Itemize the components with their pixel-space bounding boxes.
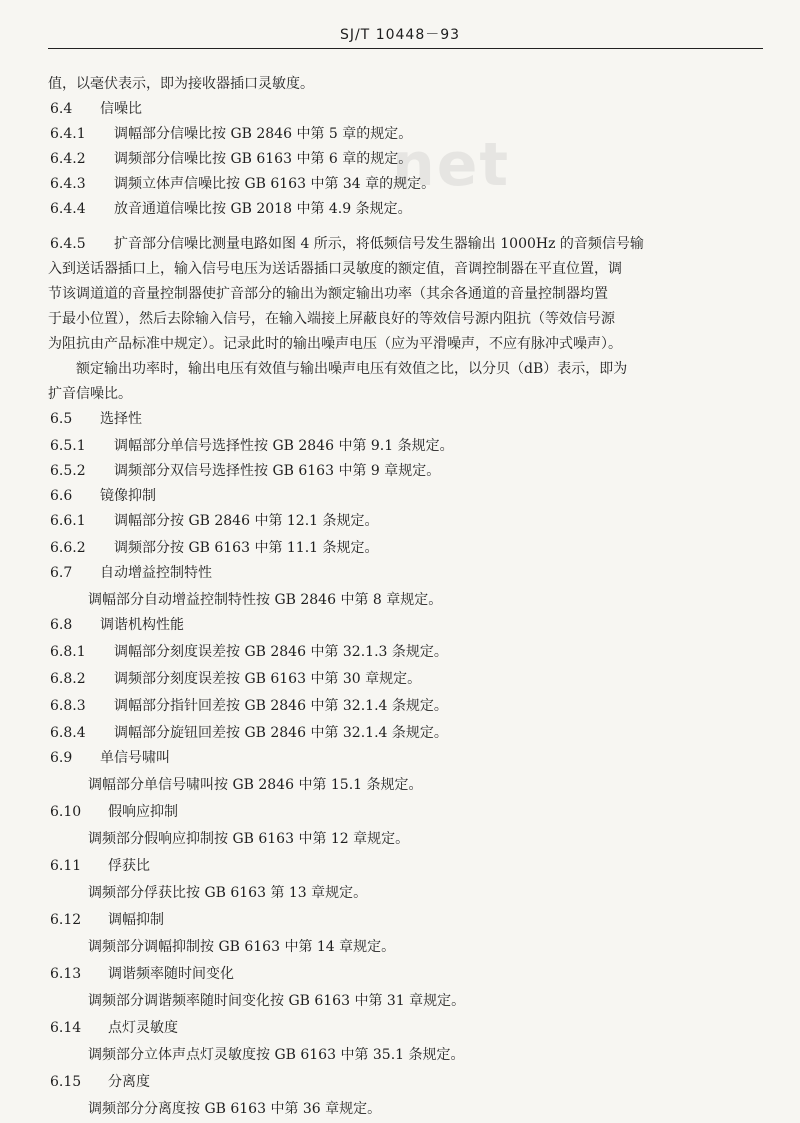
text-line: 调频部分假响应抑制按 GB 6163 中第 12 章规定。	[88, 831, 410, 847]
text-line: 调幅部分单信号啸叫按 GB 2846 中第 15.1 条规定。	[88, 777, 423, 793]
text-line: 调幅部分自动增益控制特性按 GB 2846 中第 8 章规定。	[88, 592, 443, 608]
clause-line: 6.4.1 调幅部分信噪比按 GB 2846 中第 5 章的规定。	[50, 126, 413, 142]
text-line: 值，以毫伏表示，即为接收器插口灵敏度。	[48, 76, 314, 92]
clause-line: 6.6.2 调频部分按 GB 6163 中第 11.1 条规定。	[50, 540, 379, 556]
text-line: 调频部分立体声点灯灵敏度按 GB 6163 中第 35.1 条规定。	[88, 1047, 465, 1063]
watermark: net	[392, 130, 511, 200]
section-heading: 6.10 假响应抑制	[50, 804, 178, 820]
text-line: 调频部分俘获比按 GB 6163 第 13 章规定。	[88, 885, 368, 901]
clause-line: 6.4.3 调频立体声信噪比按 GB 6163 中第 34 章的规定。	[50, 176, 436, 192]
page-header-code: SJ/T 10448－93	[339, 27, 461, 43]
clause-line: 6.8.3 调幅部分指针回差按 GB 2846 中第 32.1.4 条规定。	[50, 698, 448, 714]
section-heading: 6.14 点灯灵敏度	[50, 1020, 178, 1036]
text-line: 调频部分调幅抑制按 GB 6163 中第 14 章规定。	[88, 939, 396, 955]
text-line: 调频部分调谐频率随时间变化按 GB 6163 中第 31 章规定。	[88, 993, 466, 1009]
clause-line: 6.8.2 调频部分刻度误差按 GB 6163 中第 30 章规定。	[50, 671, 422, 687]
clause-line: 6.5.2 调频部分双信号选择性按 GB 6163 中第 9 章规定。	[50, 463, 441, 479]
section-heading: 6.12 调幅抑制	[50, 912, 164, 928]
clause-line: 6.4.2 调频部分信噪比按 GB 6163 中第 6 章的规定。	[50, 151, 413, 167]
text-line: 入到送话器插口上，输入信号电压为送话器插口灵敏度的额定值，音调控制器在平直位置，调	[48, 261, 622, 277]
section-heading: 6.9 单信号啸叫	[50, 750, 170, 766]
text-line: 于最小位置），然后去除输入信号，在输入端接上屏蔽良好的等效信号源内阻抗（等效信号源	[48, 311, 615, 327]
clause-line: 6.4.4 放音通道信噪比按 GB 2018 中第 4.9 条规定。	[50, 201, 412, 217]
clause-line: 6.8.1 调幅部分刻度误差按 GB 2846 中第 32.1.3 条规定。	[50, 644, 448, 660]
clause-line: 6.8.4 调幅部分旋钮回差按 GB 2846 中第 32.1.4 条规定。	[50, 725, 448, 741]
section-heading: 6.4 信噪比	[50, 101, 142, 117]
clause-line: 6.4.5 扩音部分信噪比测量电路如图 4 所示，将低频信号发生器输出 1000Hz 的音频信号输	[50, 236, 644, 252]
text-line: 调频部分分离度按 GB 6163 中第 36 章规定。	[88, 1101, 382, 1117]
section-heading: 6.6 镜像抑制	[50, 488, 156, 504]
text-line: 扩音信噪比。	[48, 386, 132, 402]
text-line: 节该调道道的音量控制器使扩音部分的输出为额定输出功率（其余各通道的音量控制器均置	[48, 286, 608, 302]
section-heading: 6.13 调谐频率随时间变化	[50, 966, 234, 982]
text-line: 额定输出功率时，输出电压有效值与输出噪声电压有效值之比，以分贝（dB）表示，即为	[76, 361, 628, 377]
clause-line: 6.6.1 调幅部分按 GB 2846 中第 12.1 条规定。	[50, 513, 379, 529]
header-rule	[48, 48, 763, 49]
section-heading: 6.7 自动增益控制特性	[50, 565, 212, 581]
clause-line: 6.5.1 调幅部分单信号选择性按 GB 2846 中第 9.1 条规定。	[50, 438, 454, 454]
text-line: 为阻抗由产品标准中规定）。记录此时的输出噪声电压（应为平滑噪声，不应有脉冲式噪声）。	[48, 336, 622, 352]
section-heading: 6.8 调谐机构性能	[50, 617, 184, 633]
section-heading: 6.5 选择性	[50, 411, 142, 427]
section-heading: 6.11 俘获比	[50, 858, 150, 874]
section-heading: 6.15 分离度	[50, 1074, 150, 1090]
